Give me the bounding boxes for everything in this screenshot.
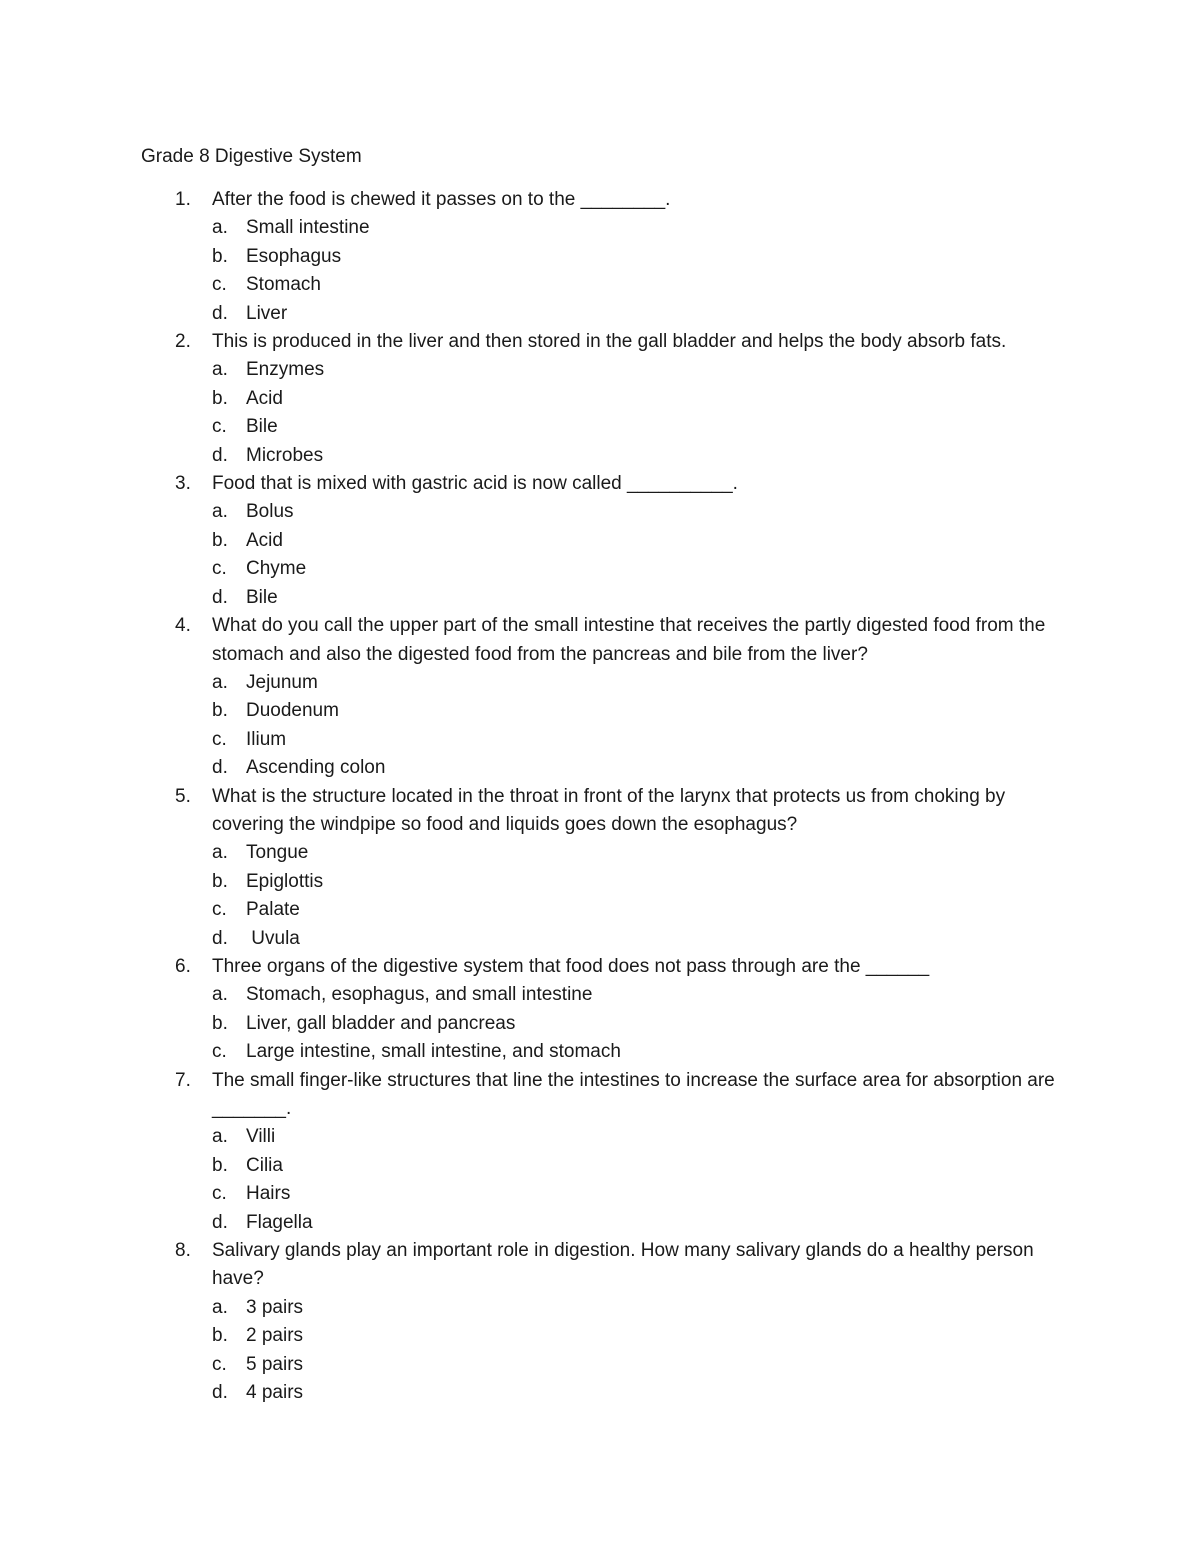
option-text: Cilia (246, 1154, 283, 1176)
option-text: Hairs (246, 1183, 291, 1205)
option-d (0, 300, 1200, 328)
option-a (0, 356, 1200, 384)
option-text: Ilium (246, 728, 287, 750)
question-text: This is produced in the liver and then stored in the gall bladder and helps the body absorb fats. (212, 331, 1007, 353)
option-text: Microbes (246, 444, 324, 466)
option-text: Enzymes (246, 359, 325, 381)
option-text: Palate (246, 899, 300, 921)
option-text: Bile (246, 416, 278, 438)
option-letter: d. (212, 444, 228, 466)
option-text: Bolus (246, 501, 294, 523)
option-text: Acid (246, 529, 283, 551)
option-letter: d. (212, 927, 228, 949)
option-a (0, 498, 1200, 526)
question-number: 8. (175, 1240, 191, 1262)
option-b (0, 1010, 1200, 1038)
option-text: Liver (246, 302, 288, 324)
option-d (0, 442, 1200, 470)
question-text: After the food is chewed it passes on to the ________. (212, 189, 671, 210)
question-number: 1. (175, 189, 191, 210)
option-list (0, 1294, 1200, 1408)
option-text: Ascending colon (246, 757, 386, 779)
question-text: Three organs of the digestive system that food does not pass through are the ______ (212, 955, 930, 977)
question-8 (0, 1237, 1200, 1407)
option-list (0, 498, 1200, 612)
option-text: Tongue (246, 842, 309, 864)
option-text: Bile (246, 586, 278, 608)
option-a (0, 214, 1200, 242)
option-letter: b. (212, 245, 228, 267)
option-text: Uvula (246, 927, 300, 949)
option-list (0, 669, 1200, 783)
question-4 (0, 612, 1200, 782)
option-letter: c. (212, 1041, 227, 1063)
question-6 (0, 953, 1200, 1067)
question-number: 6. (175, 955, 191, 977)
option-letter: d. (212, 586, 228, 608)
question-text: What is the structure located in the throat in front of the larynx that protects us from choking by covering the windpipe so food and liquids goes down the esophagus? (212, 785, 1006, 835)
question-7 (0, 1067, 1200, 1237)
option-letter: c. (212, 728, 227, 750)
option-b (0, 243, 1200, 271)
option-b (0, 527, 1200, 555)
option-b (0, 697, 1200, 725)
question-text: The small finger-like structures that line the intestines to increase the surface area for absorption are _______. (212, 1069, 1055, 1119)
option-letter: d. (212, 757, 228, 779)
option-letter: d. (212, 1382, 228, 1404)
option-letter: a. (212, 217, 228, 239)
option-letter: b. (212, 387, 228, 409)
option-c (0, 1351, 1200, 1379)
option-letter: a. (212, 1126, 228, 1148)
option-text: 3 pairs (246, 1296, 304, 1318)
option-b (0, 385, 1200, 413)
option-letter: c. (212, 1353, 227, 1375)
option-list (0, 1123, 1200, 1237)
question-1 (0, 186, 1200, 328)
option-a (0, 1123, 1200, 1151)
question-number: 2. (175, 331, 191, 353)
option-text: Stomach, esophagus, and small intestine (246, 984, 593, 1006)
option-b (0, 1152, 1200, 1180)
option-a (0, 669, 1200, 697)
option-text: Liver, gall bladder and pancreas (246, 1012, 516, 1034)
option-letter: c. (212, 558, 227, 580)
option-d (0, 1379, 1200, 1407)
option-text: Small intestine (246, 217, 370, 239)
option-b (0, 1322, 1200, 1350)
option-c (0, 726, 1200, 754)
option-c (0, 271, 1200, 299)
option-list (0, 356, 1200, 470)
option-text: Flagella (246, 1211, 313, 1233)
option-letter: b. (212, 870, 228, 892)
question-list (0, 186, 1200, 1407)
option-letter: a. (212, 1296, 228, 1318)
option-text: 5 pairs (246, 1353, 304, 1375)
option-text: Epiglottis (246, 870, 324, 892)
option-c (0, 896, 1200, 924)
option-letter: b. (212, 1154, 228, 1176)
option-letter: a. (212, 359, 228, 381)
option-letter: c. (212, 416, 227, 438)
option-letter: b. (212, 1012, 228, 1034)
option-text: Villi (246, 1126, 276, 1148)
question-number: 5. (175, 785, 191, 807)
option-letter: b. (212, 529, 228, 551)
option-letter: b. (212, 700, 228, 722)
question-text: Salivary glands play an important role in digestion. How many salivary glands do a healthy person have? (212, 1240, 1034, 1290)
option-text: Duodenum (246, 700, 339, 722)
option-d (0, 754, 1200, 782)
option-text: 4 pairs (246, 1382, 304, 1404)
option-text: Acid (246, 387, 283, 409)
option-c (0, 555, 1200, 583)
option-text: Large intestine, small intestine, and stomach (246, 1041, 621, 1063)
question-5 (0, 783, 1200, 953)
option-text: Chyme (246, 558, 307, 580)
option-letter: a. (212, 984, 228, 1006)
option-letter: d. (212, 1211, 228, 1233)
question-3 (0, 470, 1200, 612)
option-d (0, 1209, 1200, 1237)
document-title: Grade 8 Digestive System (141, 146, 362, 167)
option-letter: a. (212, 501, 228, 523)
option-text: Jejunum (246, 671, 318, 693)
option-d (0, 925, 1200, 953)
option-letter: c. (212, 1183, 227, 1205)
question-text: Food that is mixed with gastric acid is now called __________. (212, 473, 738, 495)
option-letter: c. (212, 899, 227, 921)
option-text: 2 pairs (246, 1325, 304, 1347)
option-text: Stomach (246, 274, 321, 296)
option-letter: b. (212, 1325, 228, 1347)
option-list (0, 839, 1200, 953)
question-number: 4. (175, 615, 191, 637)
option-letter: a. (212, 671, 228, 693)
option-d (0, 584, 1200, 612)
question-number: 3. (175, 473, 191, 495)
question-number: 7. (175, 1069, 191, 1091)
option-text: Esophagus (246, 245, 342, 267)
question-text: What do you call the upper part of the small intestine that receives the partly digested food from the stomach and also the digested food from the pancreas and bile from the liver? (212, 615, 1046, 665)
option-list (0, 981, 1200, 1066)
option-a (0, 1294, 1200, 1322)
option-letter: a. (212, 842, 228, 864)
option-letter: d. (212, 302, 228, 324)
question-2 (0, 328, 1200, 470)
option-list (0, 214, 1200, 328)
option-letter: c. (212, 274, 227, 296)
option-c (0, 1180, 1200, 1208)
option-c (0, 1038, 1200, 1066)
option-b (0, 868, 1200, 896)
option-c (0, 413, 1200, 441)
option-a (0, 981, 1200, 1009)
option-a (0, 839, 1200, 867)
